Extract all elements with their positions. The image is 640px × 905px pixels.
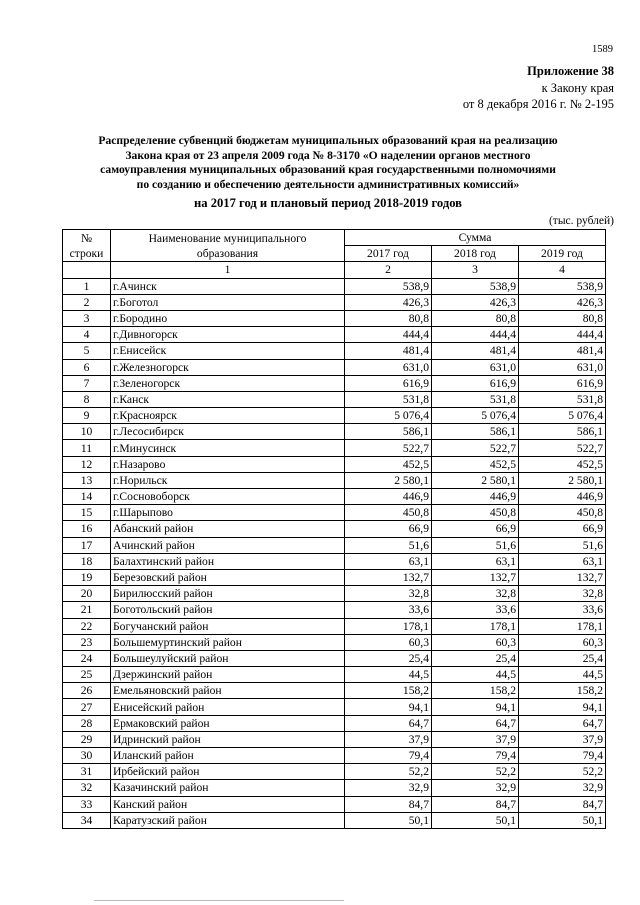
table-row — [63, 780, 606, 796]
col-2017-header: 2017 год — [345, 246, 432, 262]
value-2019: 631,0 — [519, 359, 606, 375]
value-2018: 5 076,4 — [432, 408, 519, 424]
value-2018: 158,2 — [432, 683, 519, 699]
value-2018: 84,7 — [432, 796, 519, 812]
value-2019: 33,6 — [519, 602, 606, 618]
value-2017: 84,7 — [345, 796, 432, 812]
municipality-name: Боготольский район — [111, 602, 345, 618]
value-2019: 446,9 — [519, 489, 606, 505]
value-2018: 66,9 — [432, 521, 519, 537]
value-2017: 5 076,4 — [345, 408, 432, 424]
value-2017: 616,9 — [345, 375, 432, 391]
municipality-name: Ермаковский район — [111, 715, 345, 731]
row-number: 20 — [63, 586, 111, 602]
value-2018: 481,4 — [432, 343, 519, 359]
row-number: 11 — [63, 440, 111, 456]
value-2017: 450,8 — [345, 505, 432, 521]
value-2018: 79,4 — [432, 748, 519, 764]
appendix-law-date: от 8 декабря 2016 г. № 2-195 — [462, 97, 614, 111]
row-number: 5 — [63, 343, 111, 359]
table-row — [63, 424, 606, 440]
value-2017: 631,0 — [345, 359, 432, 375]
municipality-name: Абанский район — [111, 521, 345, 537]
subsidy-table — [62, 229, 606, 829]
value-2019: 25,4 — [519, 650, 606, 666]
table-row — [63, 683, 606, 699]
value-2018: 2 580,1 — [432, 472, 519, 488]
value-2019: 132,7 — [519, 569, 606, 585]
municipality-name: г.Канск — [111, 391, 345, 407]
value-2017: 79,4 — [345, 748, 432, 764]
value-2018: 132,7 — [432, 569, 519, 585]
col-sum-header: Сумма — [345, 230, 606, 246]
table-row — [63, 456, 606, 472]
municipality-name: Дзержинский район — [111, 667, 345, 683]
page-number: 1589 — [592, 44, 613, 55]
row-number: 31 — [63, 764, 111, 780]
municipality-name: г.Шарыпово — [111, 505, 345, 521]
table-row — [63, 505, 606, 521]
row-number: 16 — [63, 521, 111, 537]
row-number: 2 — [63, 294, 111, 310]
value-2018: 52,2 — [432, 764, 519, 780]
value-2017: 32,8 — [345, 586, 432, 602]
municipality-name: Большемуртинский район — [111, 634, 345, 650]
municipality-name: г.Зеленогорск — [111, 375, 345, 391]
municipality-name: г.Ачинск — [111, 278, 345, 294]
col-number-header-line1: № — [80, 231, 93, 245]
municipality-name: г.Бородино — [111, 310, 345, 326]
row-number: 14 — [63, 489, 111, 505]
table-row — [63, 278, 606, 294]
value-2019: 52,2 — [519, 764, 606, 780]
value-2018: 586,1 — [432, 424, 519, 440]
table-row — [63, 391, 606, 407]
municipality-name: Канский район — [111, 796, 345, 812]
table-row — [63, 764, 606, 780]
row-number: 8 — [63, 391, 111, 407]
municipality-name: г.Сосновоборск — [111, 489, 345, 505]
value-2017: 2 580,1 — [345, 472, 432, 488]
value-2017: 37,9 — [345, 731, 432, 747]
value-2019: 79,4 — [519, 748, 606, 764]
row-number: 25 — [63, 667, 111, 683]
value-2019: 44,5 — [519, 667, 606, 683]
table-row — [63, 812, 606, 828]
row-number: 10 — [63, 424, 111, 440]
appendix-title: Приложение 38 — [527, 64, 614, 78]
value-2019: 444,4 — [519, 327, 606, 343]
row-number: 15 — [63, 505, 111, 521]
table-row — [63, 294, 606, 310]
value-2019: 32,8 — [519, 586, 606, 602]
table-row — [63, 618, 606, 634]
index-cell: 1 — [111, 262, 345, 278]
row-number: 12 — [63, 456, 111, 472]
value-2017: 481,4 — [345, 343, 432, 359]
heading-line-3: самоуправления муниципальных образований края государственными полномочиями — [100, 163, 556, 177]
table-row — [63, 537, 606, 553]
value-2018: 444,4 — [432, 327, 519, 343]
value-2019: 66,9 — [519, 521, 606, 537]
value-2017: 426,3 — [345, 294, 432, 310]
scan-edge-line — [94, 900, 344, 901]
municipality-name: Иланский район — [111, 748, 345, 764]
table-row — [63, 586, 606, 602]
municipality-name: Балахтинский район — [111, 553, 345, 569]
row-number: 33 — [63, 796, 111, 812]
value-2017: 80,8 — [345, 310, 432, 326]
heading-line-4: по созданию и обеспечению деятельности административных комиссий» — [136, 177, 520, 191]
value-2018: 450,8 — [432, 505, 519, 521]
municipality-name: Емельяновский район — [111, 683, 345, 699]
value-2018: 446,9 — [432, 489, 519, 505]
document-heading — [68, 134, 588, 192]
value-2019: 63,1 — [519, 553, 606, 569]
value-2017: 66,9 — [345, 521, 432, 537]
value-2018: 522,7 — [432, 440, 519, 456]
value-2018: 94,1 — [432, 699, 519, 715]
value-2017: 60,3 — [345, 634, 432, 650]
value-2019: 64,7 — [519, 715, 606, 731]
value-2017: 94,1 — [345, 699, 432, 715]
row-number: 18 — [63, 553, 111, 569]
municipality-name: г.Железногорск — [111, 359, 345, 375]
table-body — [63, 278, 606, 828]
municipality-name: г.Красноярск — [111, 408, 345, 424]
value-2019: 616,9 — [519, 375, 606, 391]
value-2017: 522,7 — [345, 440, 432, 456]
municipality-name: г.Лесосибирск — [111, 424, 345, 440]
col-name-header-line2: образования — [196, 246, 259, 260]
value-2018: 616,9 — [432, 375, 519, 391]
value-2018: 25,4 — [432, 650, 519, 666]
row-number: 28 — [63, 715, 111, 731]
value-2018: 531,8 — [432, 391, 519, 407]
value-2019: 158,2 — [519, 683, 606, 699]
appendix-block — [463, 63, 614, 113]
value-2018: 33,6 — [432, 602, 519, 618]
value-2019: 84,7 — [519, 796, 606, 812]
value-2019: 2 580,1 — [519, 472, 606, 488]
row-number: 4 — [63, 327, 111, 343]
row-number: 17 — [63, 537, 111, 553]
row-number: 1 — [63, 278, 111, 294]
col-2018-header: 2018 год — [432, 246, 519, 262]
municipality-name: Большеулуйский район — [111, 650, 345, 666]
value-2019: 50,1 — [519, 812, 606, 828]
index-row — [63, 262, 606, 278]
value-2017: 452,5 — [345, 456, 432, 472]
value-2017: 444,4 — [345, 327, 432, 343]
heading-line-2: Закона края от 23 апреля 2009 года № 8-3170 «О наделении органов местного — [125, 148, 531, 162]
municipality-name: г.Норильск — [111, 472, 345, 488]
value-2017: 25,4 — [345, 650, 432, 666]
table-row — [63, 715, 606, 731]
table-row — [63, 569, 606, 585]
row-number: 22 — [63, 618, 111, 634]
value-2017: 446,9 — [345, 489, 432, 505]
municipality-name: г.Боготол — [111, 294, 345, 310]
municipality-name: Бирилюсский район — [111, 586, 345, 602]
value-2017: 44,5 — [345, 667, 432, 683]
value-2017: 63,1 — [345, 553, 432, 569]
row-number: 24 — [63, 650, 111, 666]
table-row — [63, 634, 606, 650]
value-2019: 452,5 — [519, 456, 606, 472]
municipality-name: Енисейский район — [111, 699, 345, 715]
table-row — [63, 553, 606, 569]
value-2017: 538,9 — [345, 278, 432, 294]
value-2018: 80,8 — [432, 310, 519, 326]
row-number: 13 — [63, 472, 111, 488]
value-2019: 522,7 — [519, 440, 606, 456]
table-row — [63, 310, 606, 326]
units-label: (тыс. рублей) — [548, 215, 614, 227]
municipality-name: Березовский район — [111, 569, 345, 585]
municipality-name: Каратузский район — [111, 812, 345, 828]
table-row — [63, 521, 606, 537]
value-2019: 178,1 — [519, 618, 606, 634]
value-2017: 51,6 — [345, 537, 432, 553]
table-row — [63, 699, 606, 715]
municipality-name: г.Минусинск — [111, 440, 345, 456]
municipality-name: Ачинский район — [111, 537, 345, 553]
col-name-header — [111, 230, 345, 262]
header-row — [63, 230, 606, 246]
table-row — [63, 440, 606, 456]
value-2017: 158,2 — [345, 683, 432, 699]
value-2018: 452,5 — [432, 456, 519, 472]
value-2017: 64,7 — [345, 715, 432, 731]
row-number: 7 — [63, 375, 111, 391]
value-2018: 426,3 — [432, 294, 519, 310]
value-2019: 51,6 — [519, 537, 606, 553]
value-2017: 33,6 — [345, 602, 432, 618]
row-number: 3 — [63, 310, 111, 326]
heading-line-1: Распределение субвенций бюджетам муниципальных образований края на реализацию — [98, 134, 558, 147]
row-number: 19 — [63, 569, 111, 585]
table-row — [63, 359, 606, 375]
value-2019: 531,8 — [519, 391, 606, 407]
value-2019: 481,4 — [519, 343, 606, 359]
value-2018: 37,9 — [432, 731, 519, 747]
table-row — [63, 472, 606, 488]
row-number: 9 — [63, 408, 111, 424]
row-number: 6 — [63, 359, 111, 375]
index-cell: 2 — [345, 262, 432, 278]
heading-period: на 2017 год и плановый период 2018-2019 годов — [194, 196, 462, 210]
value-2018: 44,5 — [432, 667, 519, 683]
value-2017: 132,7 — [345, 569, 432, 585]
municipality-name: Идринский район — [111, 731, 345, 747]
col-2019-header: 2019 год — [519, 246, 606, 262]
value-2019: 586,1 — [519, 424, 606, 440]
table-row — [63, 667, 606, 683]
value-2019: 60,3 — [519, 634, 606, 650]
table-row — [63, 489, 606, 505]
municipality-name: Ирбейский район — [111, 764, 345, 780]
value-2017: 586,1 — [345, 424, 432, 440]
value-2019: 37,9 — [519, 731, 606, 747]
value-2017: 50,1 — [345, 812, 432, 828]
table-row — [63, 408, 606, 424]
value-2018: 50,1 — [432, 812, 519, 828]
value-2019: 80,8 — [519, 310, 606, 326]
row-number: 32 — [63, 780, 111, 796]
col-number-header-line2: строки — [69, 246, 104, 260]
value-2018: 32,9 — [432, 780, 519, 796]
value-2018: 538,9 — [432, 278, 519, 294]
value-2018: 63,1 — [432, 553, 519, 569]
value-2019: 538,9 — [519, 278, 606, 294]
index-cell: 3 — [432, 262, 519, 278]
value-2017: 52,2 — [345, 764, 432, 780]
value-2019: 450,8 — [519, 505, 606, 521]
table-row — [63, 731, 606, 747]
row-number: 29 — [63, 731, 111, 747]
table-row — [63, 343, 606, 359]
row-number: 34 — [63, 812, 111, 828]
value-2019: 32,9 — [519, 780, 606, 796]
index-cell: 4 — [519, 262, 606, 278]
value-2018: 178,1 — [432, 618, 519, 634]
row-number: 26 — [63, 683, 111, 699]
table-row — [63, 796, 606, 812]
table-row — [63, 602, 606, 618]
col-name-header-line1: Наименование муниципального — [148, 231, 307, 245]
table-row — [63, 375, 606, 391]
table-row — [63, 327, 606, 343]
municipality-name: г.Дивногорск — [111, 327, 345, 343]
col-number-header — [63, 230, 111, 262]
value-2017: 32,9 — [345, 780, 432, 796]
value-2018: 64,7 — [432, 715, 519, 731]
value-2017: 178,1 — [345, 618, 432, 634]
municipality-name: Богучанский район — [111, 618, 345, 634]
value-2019: 94,1 — [519, 699, 606, 715]
row-number: 21 — [63, 602, 111, 618]
row-number: 30 — [63, 748, 111, 764]
appendix-law-ref: к Закону края — [541, 80, 614, 95]
value-2019: 5 076,4 — [519, 408, 606, 424]
municipality-name: г.Енисейск — [111, 343, 345, 359]
table-row — [63, 748, 606, 764]
value-2018: 631,0 — [432, 359, 519, 375]
table-row — [63, 650, 606, 666]
value-2018: 51,6 — [432, 537, 519, 553]
value-2017: 531,8 — [345, 391, 432, 407]
value-2018: 60,3 — [432, 634, 519, 650]
row-number: 27 — [63, 699, 111, 715]
row-number: 23 — [63, 634, 111, 650]
value-2018: 32,8 — [432, 586, 519, 602]
municipality-name: г.Назарово — [111, 456, 345, 472]
municipality-name: Казачинский район — [111, 780, 345, 796]
index-cell — [63, 262, 111, 278]
value-2019: 426,3 — [519, 294, 606, 310]
